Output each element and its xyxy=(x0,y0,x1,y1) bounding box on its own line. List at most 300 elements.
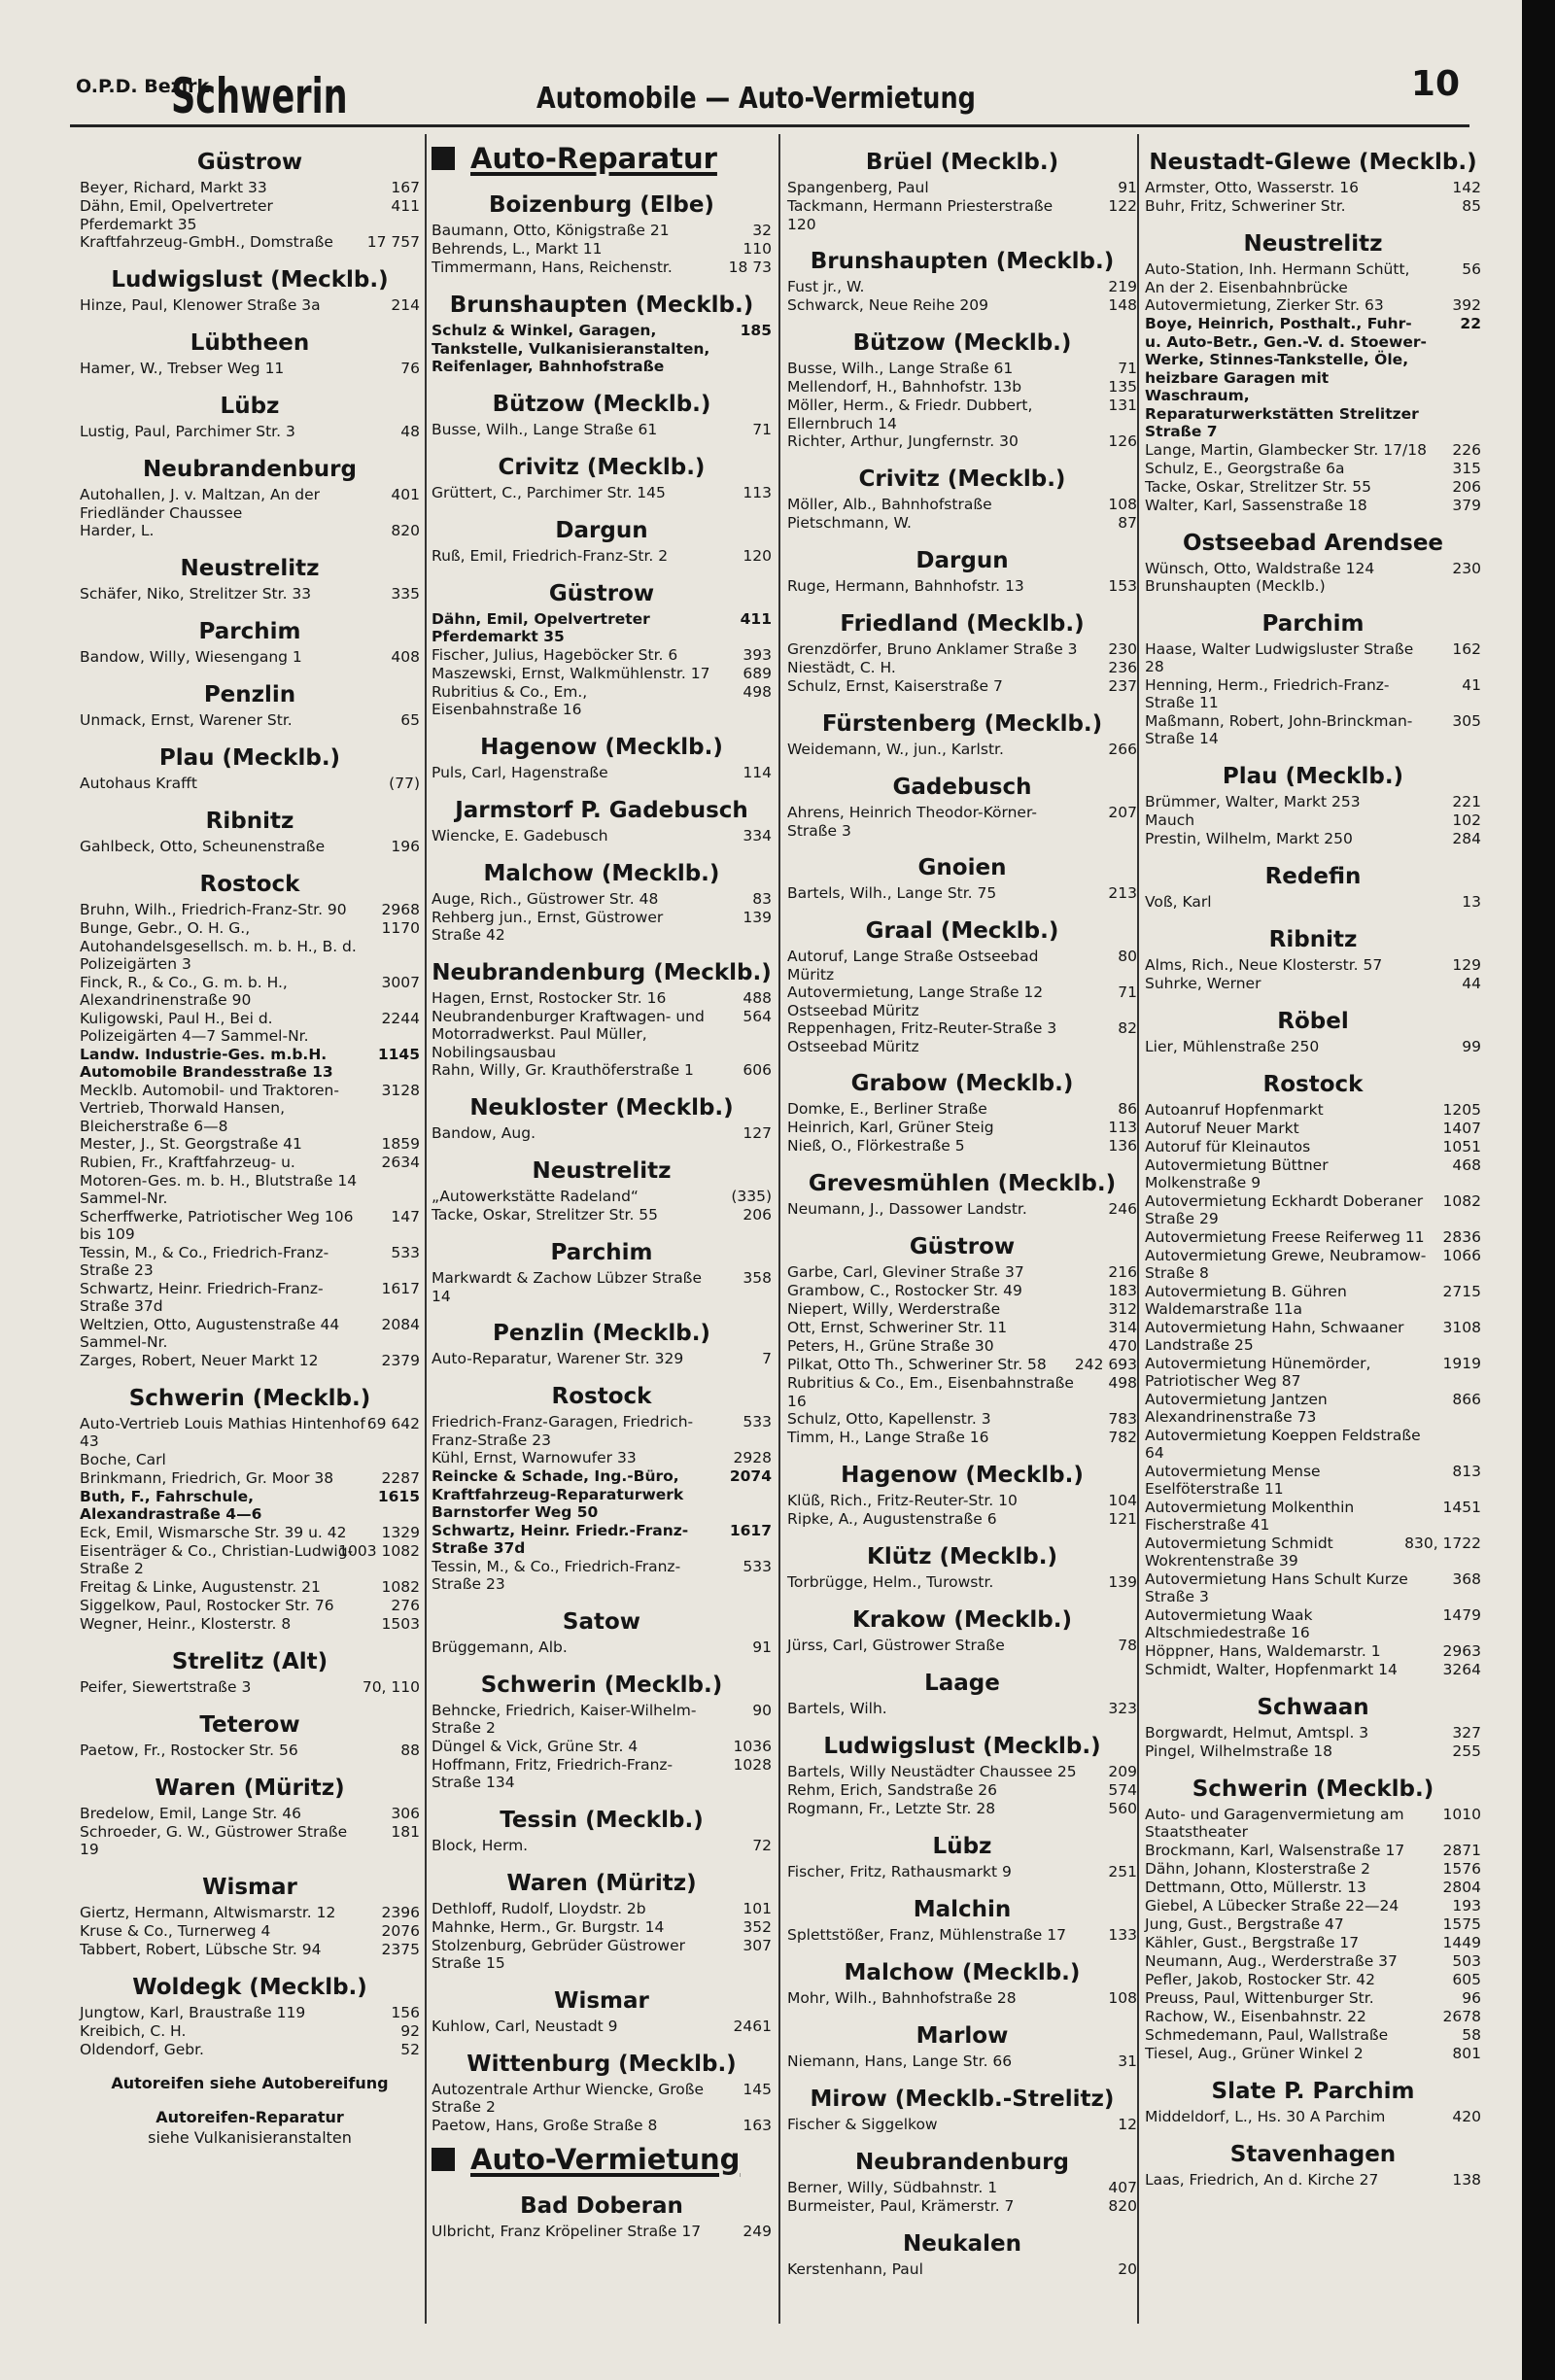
listing-text: Lustig, Paul, Parchimer Str. 3 xyxy=(80,423,295,440)
listing-text: Giertz, Hermann, Altwismarstr. 12 xyxy=(80,1903,336,1921)
phone-number: 1082 xyxy=(381,1577,420,1596)
phone-number: 52 xyxy=(400,2040,420,2058)
town-heading: Grevesmühlen (Mecklb.) xyxy=(808,1171,1117,1196)
phone-number: 1066 xyxy=(1442,1246,1481,1264)
phone-number: 1010 xyxy=(1442,1805,1481,1823)
listing-text: Autovermietung Hünemörder, Patriotischer Weg 87 xyxy=(1145,1354,1371,1390)
listing-entry xyxy=(432,1918,772,1937)
listing-text: Domke, E., Berliner Straße xyxy=(787,1100,987,1118)
listing-entry xyxy=(80,1597,420,1615)
section-heading xyxy=(432,2141,772,2178)
listing-text: Boye, Heinrich, Posthalt., Fuhr-u. Auto-Betr., Gen.-V. d. Stoewer-Werke, Stinnes-Tankstelle, Öle, heizbare Garagen mit Waschraum, Reparaturwerkstätten Strelitzer Straße 7 xyxy=(1145,315,1427,440)
listing-entry xyxy=(432,1467,772,1522)
listing-entry xyxy=(1145,2108,1481,2126)
listing-text: Unmack, Ernst, Warener Str. xyxy=(80,711,293,729)
listing-entry xyxy=(80,1823,420,1859)
listing-text: Walter, Karl, Sassenstraße 18 xyxy=(1145,496,1367,514)
phone-number: 533 xyxy=(391,1243,420,1261)
listing-text: Schmedemann, Paul, Wallstraße xyxy=(1145,2025,1389,2044)
phone-number: 113 xyxy=(1108,1119,1137,1136)
town-heading: Neubrandenburg xyxy=(142,457,357,482)
listing-entry xyxy=(1145,260,1481,296)
listing-text: Autovermietung Schmidt Wokrentenstraße 39 xyxy=(1145,1534,1333,1569)
town-heading: Wittenburg (Mecklb.) xyxy=(466,2051,737,2077)
listing-entry xyxy=(1145,1192,1481,1228)
town-heading: Boizenburg (Elbe) xyxy=(489,192,714,218)
listing-entry xyxy=(1145,1156,1481,1192)
listing-entry xyxy=(787,1100,1137,1119)
phone-number: 801 xyxy=(1452,2044,1481,2062)
listing-entry xyxy=(787,640,1137,659)
listing-text: Auto-Vertrieb Louis Mathias Hintenhof 43 xyxy=(80,1414,365,1450)
phone-number: 2968 xyxy=(381,901,420,918)
town-heading: Plau (Mecklb.) xyxy=(1222,763,1404,789)
listing-text: Pingel, Wilhelmstraße 18 xyxy=(1145,1742,1333,1760)
listing-text: Brockmann, Karl, Walsenstraße 17 xyxy=(1145,1841,1405,1859)
page-title: Automobile — Auto-Vermietung xyxy=(536,82,976,116)
listing-entry xyxy=(1145,2008,1481,2026)
town-heading: Bützow (Mecklb.) xyxy=(492,391,711,417)
phone-number: 91 xyxy=(752,1638,772,1656)
listing-entry xyxy=(80,179,420,197)
phone-number: 1617 xyxy=(729,1521,772,1539)
header-rule xyxy=(70,124,1469,127)
listing-text: Autohaus Krafft xyxy=(80,775,197,792)
town-heading: Gnoien xyxy=(917,855,1007,880)
phone-number: 498 xyxy=(743,682,772,701)
listing-entry xyxy=(80,1010,420,1046)
listing-entry xyxy=(432,989,772,1008)
listing-entry xyxy=(787,577,1137,596)
phone-number: 1451 xyxy=(1442,1498,1481,1516)
listing-text: Niestädt, C. H. xyxy=(787,659,896,676)
phone-number: 2928 xyxy=(733,1449,772,1466)
listing-entry xyxy=(787,1374,1137,1410)
listing-text: Schroeder, G. W., Güstrower Straße 19 xyxy=(80,1822,348,1858)
listing-text: Timmermann, Hans, Reichenstr. xyxy=(432,259,673,276)
phone-number: 2074 xyxy=(729,1467,772,1485)
town-heading: Slate P. Parchim xyxy=(1211,2078,1415,2104)
listing-entry xyxy=(432,259,772,277)
listing-text: Schulz, E., Georgstraße 6a xyxy=(1145,459,1345,477)
listing-entry xyxy=(787,360,1137,378)
listing-entry xyxy=(80,2004,420,2022)
listing-entry xyxy=(787,1300,1137,1319)
phone-number: 2715 xyxy=(1442,1282,1481,1300)
phone-number: 1859 xyxy=(381,1135,420,1153)
listing-entry xyxy=(787,514,1137,533)
phone-number: 1615 xyxy=(377,1487,420,1505)
listing-text: Kreibich, C. H. xyxy=(80,2021,187,2040)
phone-number: 574 xyxy=(1108,1781,1137,1799)
town-heading: Fürstenberg (Mecklb.) xyxy=(821,711,1103,737)
phone-number: 334 xyxy=(743,826,772,845)
phone-number: 327 xyxy=(1452,1723,1481,1742)
listing-text: Tessin, M., & Co., Friedrich-Franz-Straße 23 xyxy=(432,1557,681,1593)
phone-number: 3128 xyxy=(381,1081,420,1099)
listing-entry xyxy=(1145,1989,1481,2008)
listing-entry xyxy=(1145,1247,1481,1283)
listing-entry xyxy=(787,1356,1137,1374)
phone-number: 207 xyxy=(1108,804,1137,821)
listing-text: Mecklb. Automobil- und Traktoren-Vertrieb, Thorwald Hansen, Bleicherstraße 6—8 xyxy=(80,1081,339,1135)
town-heading: Neubrandenburg (Mecklb.) xyxy=(432,959,772,985)
town-heading: Neubrandenburg xyxy=(854,2150,1069,2175)
listing-entry xyxy=(432,764,772,782)
phone-number: 56 xyxy=(1462,260,1481,278)
listing-entry xyxy=(80,1082,420,1136)
town-heading: Teterow xyxy=(199,1711,300,1738)
phone-number: 242 693 xyxy=(1074,1356,1137,1373)
town-heading: Friedland (Mecklb.) xyxy=(840,611,1085,637)
phone-number: 82 xyxy=(1118,1019,1137,1037)
listing-text: Giebel, A Lübecker Straße 22—24 xyxy=(1145,1896,1400,1914)
listing-entry xyxy=(787,659,1137,677)
phone-number: 87 xyxy=(1118,514,1137,532)
town-heading: Bützow (Mecklb.) xyxy=(852,330,1072,356)
listing-entry xyxy=(1145,1427,1481,1463)
listing-entry xyxy=(787,2052,1137,2071)
phone-number: 1051 xyxy=(1442,1137,1481,1156)
phone-number: 108 xyxy=(1108,496,1137,513)
section-heading xyxy=(432,140,772,177)
town-heading: Neukloster (Mecklb.) xyxy=(469,1095,734,1121)
town-heading: Hagenow (Mecklb.) xyxy=(480,734,723,760)
phone-number: 420 xyxy=(1452,2107,1481,2125)
listing-entry xyxy=(1145,1101,1481,1120)
listing-text: Autovermietung Grewe, Neubramow-Straße 8 xyxy=(1145,1246,1427,1282)
listing-text: Alms, Rich., Neue Klosterstr. 57 xyxy=(1145,955,1383,974)
phone-number: 813 xyxy=(1452,1462,1481,1480)
listing-text: Buhr, Fritz, Schweriner Str. xyxy=(1145,197,1346,215)
listing-entry xyxy=(787,397,1137,432)
town-heading: Güstrow xyxy=(196,150,303,175)
listing-entry xyxy=(80,486,420,522)
page-header xyxy=(70,58,1460,126)
listing-entry xyxy=(1145,1806,1481,1842)
listing-text: Rubritius & Co., Em., Eisenbahnstraße 16 xyxy=(432,682,588,718)
listing-entry xyxy=(432,240,772,259)
phone-number: 209 xyxy=(1108,1763,1137,1780)
section-title: Auto-Reparatur xyxy=(470,142,717,175)
listing-entry xyxy=(432,1350,772,1368)
phone-number: 1329 xyxy=(381,1523,420,1541)
phone-number: 783 xyxy=(1108,1410,1137,1428)
phone-number: 206 xyxy=(1452,477,1481,496)
listing-entry xyxy=(80,585,420,604)
phone-number: 393 xyxy=(743,645,772,664)
listing-text: Kruse & Co., Turnerweg 4 xyxy=(80,1921,271,1940)
listing-entry xyxy=(1145,1860,1481,1879)
listing-entry xyxy=(787,1700,1137,1718)
listing-entry xyxy=(80,775,420,793)
town-heading: Neukalen xyxy=(903,2231,1021,2257)
listing-text: Bartels, Willy Neustädter Chaussee 25 xyxy=(787,1763,1077,1780)
town-heading: Strelitz (Alt) xyxy=(171,1648,328,1674)
listing-text: Laas, Friedrich, An d. Kirche 27 xyxy=(1145,2170,1379,2189)
phone-number: 1503 xyxy=(381,1614,420,1633)
listing-entry xyxy=(787,1926,1137,1945)
listing-entry xyxy=(1145,1038,1481,1056)
listing-text: Eck, Emil, Wismarsche Str. 39 u. 42 xyxy=(80,1523,347,1541)
phone-number: 249 xyxy=(743,2222,772,2240)
listing-entry xyxy=(80,711,420,730)
phone-number: 411 xyxy=(391,197,420,215)
listing-entry xyxy=(1145,1138,1481,1156)
town-heading: Lübtheen xyxy=(190,330,310,356)
listing-text: Schwartz, Heinr. Friedr.-Franz-Straße 37d xyxy=(432,1521,689,1557)
phone-number: 411 xyxy=(740,609,772,628)
phone-number: 1170 xyxy=(381,919,420,937)
phone-number: 156 xyxy=(391,2003,420,2021)
phone-number: 58 xyxy=(1462,2025,1481,2044)
listing-entry xyxy=(432,1449,772,1467)
listing-entry xyxy=(432,665,772,683)
listing-text: Höppner, Hans, Waldemarstr. 1 xyxy=(1145,1641,1381,1660)
phone-number: 1003 1082 xyxy=(338,1541,420,1560)
listing-entry xyxy=(80,423,420,441)
listing-text: Schulz, Otto, Kapellenstr. 3 xyxy=(787,1410,991,1428)
listing-entry xyxy=(432,222,772,240)
listing-entry xyxy=(787,2179,1137,2197)
listing-entry xyxy=(1145,296,1481,315)
listing-entry xyxy=(80,1208,420,1244)
listing-entry xyxy=(1145,1570,1481,1606)
phone-number: 2375 xyxy=(381,1940,420,1958)
listing-text: Autovermietung Molkenthin Fischerstraße 41 xyxy=(1145,1498,1355,1534)
listing-entry xyxy=(80,1352,420,1370)
town-heading: Röbel xyxy=(1277,1008,1349,1034)
listing-entry xyxy=(432,421,772,439)
listing-text: Reppenhagen, Fritz-Reuter-Straße 3 Ostseebad Müritz xyxy=(787,1019,1057,1055)
phone-number: 92 xyxy=(400,2021,420,2040)
phone-number: 2379 xyxy=(381,1351,420,1369)
phone-number: 2244 xyxy=(381,1009,420,1027)
listing-entry xyxy=(1145,179,1481,197)
listing-text: Ruß, Emil, Friedrich-Franz-Str. 2 xyxy=(432,546,669,565)
town-heading: Brunshaupten (Mecklb.) xyxy=(449,293,754,318)
listing-text: Armster, Otto, Wasserstr. 16 xyxy=(1145,179,1359,196)
phone-number: 18 73 xyxy=(728,259,772,276)
phone-number: 2396 xyxy=(381,1903,420,1921)
listing-text: Freitag & Linke, Augustenstr. 21 xyxy=(80,1577,321,1596)
town-heading: Tessin (Mecklb.) xyxy=(500,1807,704,1833)
listing-entry xyxy=(80,1922,420,1941)
phone-number: 1576 xyxy=(1442,1859,1481,1878)
listing-text: Finck, R., & Co., G. m. b. H., Alexandrinenstraße 90 xyxy=(80,973,288,1009)
listing-entry xyxy=(1145,975,1481,993)
phone-number: 32 xyxy=(752,222,772,239)
phone-number: 470 xyxy=(1108,1337,1137,1355)
phone-number: 392 xyxy=(1452,296,1481,314)
listing-text: Tabbert, Robert, Lübsche Str. 94 xyxy=(80,1940,322,1958)
listing-text: Friedrich-Franz-Garagen, Friedrich-Franz-Straße 23 xyxy=(432,1413,694,1449)
listing-entry xyxy=(80,838,420,856)
district-label: O.P.D. Bezirk xyxy=(76,76,210,97)
phone-number: 153 xyxy=(1108,577,1137,595)
listing-entry xyxy=(1145,460,1481,478)
phone-number: 2963 xyxy=(1442,1641,1481,1660)
listing-text: Fischer, Fritz, Rathausmarkt 9 xyxy=(787,1863,1012,1880)
listing-text: Brümmer, Walter, Markt 253 xyxy=(1145,792,1361,811)
listing-text: Wegner, Heinr., Klosterstr. 8 xyxy=(80,1614,292,1633)
phone-number: 213 xyxy=(1108,884,1137,902)
phone-number: 183 xyxy=(1108,1282,1137,1299)
phone-number: 1575 xyxy=(1442,1914,1481,1933)
listing-text: Dähn, Emil, Opelvertreter Pferdemarkt 35 xyxy=(80,197,273,233)
listing-text: Suhrke, Werner xyxy=(1145,974,1261,992)
listing-text: Grüttert, C., Parchimer Str. 145 xyxy=(432,483,666,501)
town-heading: Jarmstorf P. Gadebusch xyxy=(455,797,748,823)
town-heading: Neustrelitz xyxy=(1243,231,1383,257)
listing-text: Autovermietung Freese Reiferweg 11 xyxy=(1145,1227,1425,1246)
listing-entry xyxy=(80,919,420,974)
listing-entry xyxy=(432,1061,772,1080)
listing-text: Rahn, Willy, Gr. Krauthöferstraße 1 xyxy=(432,1061,694,1079)
listing-text: Torbrügge, Helm., Turowstr. xyxy=(787,1573,994,1591)
listing-text: Eisenträger & Co., Christian-Ludwig-Straße 2 xyxy=(80,1541,354,1577)
town-heading: Stavenhagen xyxy=(1229,2141,1397,2167)
phone-number: 114 xyxy=(743,763,772,781)
town-heading: Mirow (Mecklb.-Strelitz) xyxy=(810,2087,1115,2112)
listing-text: Niemann, Hans, Lange Str. 66 xyxy=(787,2052,1013,2070)
phone-number: 1479 xyxy=(1442,1605,1481,1624)
cross-reference: Autoreifen siehe Autobereifung xyxy=(111,2073,389,2092)
town-heading: Lübz xyxy=(932,1834,992,1859)
phone-number: 113 xyxy=(743,483,772,501)
phone-number: 90 xyxy=(752,1701,772,1719)
listing-text: Fischer & Siggelkow xyxy=(787,2116,938,2133)
listing-entry xyxy=(432,1900,772,1918)
listing-text: Tessin, M., & Co., Friedrich-Franz-Straße 23 xyxy=(80,1243,329,1279)
phone-number: 193 xyxy=(1452,1896,1481,1914)
listing-entry xyxy=(432,1188,772,1206)
town-heading: Grabow (Mecklb.) xyxy=(850,1071,1074,1096)
phone-number: 237 xyxy=(1108,677,1137,695)
listing-text: Auto-Reparatur, Warener Str. 329 xyxy=(432,1350,684,1367)
listing-text: Bartels, Wilh., Lange Str. 75 xyxy=(787,884,997,902)
listing-entry xyxy=(432,890,772,909)
phone-number: 88 xyxy=(400,1741,420,1759)
listing-entry xyxy=(787,1510,1137,1529)
listing-text: Ulbricht, Franz Kröpeliner Straße 17 xyxy=(432,2222,702,2240)
listing-entry xyxy=(787,1319,1137,1337)
listing-text: Reincke & Schade, Ing.-Büro, Kraftfahrzeug-Reparaturwerk Barnstorfer Weg 50 xyxy=(432,1467,684,1521)
listing-entry xyxy=(80,1046,420,1082)
listing-text: Middeldorf, L., Hs. 30 A Parchim xyxy=(1145,2107,1386,2125)
phone-number: 110 xyxy=(743,240,772,258)
listing-entry xyxy=(432,1522,772,1558)
listing-entry xyxy=(1145,712,1481,748)
phone-number: 606 xyxy=(743,1061,772,1079)
town-heading: Parchim xyxy=(198,619,301,644)
phone-number: 71 xyxy=(752,420,772,438)
phone-number: 323 xyxy=(1108,1700,1137,1717)
listing-text: Lange, Martin, Glambecker Str. 17/18 xyxy=(1145,440,1427,459)
listing-entry xyxy=(80,296,420,315)
phone-number: 108 xyxy=(1108,1989,1137,2007)
listing-entry xyxy=(80,1615,420,1634)
listing-entry xyxy=(432,547,772,566)
town-heading: Krakow (Mecklb.) xyxy=(852,1607,1072,1633)
listing-text: Bruhn, Wilh., Friedrich-Franz-Str. 90 xyxy=(80,901,347,918)
phone-number: 2461 xyxy=(733,2017,772,2035)
listing-entry xyxy=(80,1244,420,1280)
phone-number: 133 xyxy=(1108,1926,1137,1944)
listing-text: Harder, L. xyxy=(80,522,155,539)
listing-text: Autovermietung Jantzen Alexandrinenstraße 73 xyxy=(1145,1390,1328,1426)
listing-text: Wiencke, E. Gadebusch xyxy=(432,826,608,845)
town-heading: Hagenow (Mecklb.) xyxy=(841,1463,1084,1488)
listing-text: Dethloff, Rudolf, Lloydstr. 2b xyxy=(432,1899,646,1917)
listing-entry xyxy=(1145,1661,1481,1679)
listing-entry xyxy=(787,1137,1137,1156)
column-3 xyxy=(787,134,1137,2279)
listing-text: Rehm, Erich, Sandstraße 26 xyxy=(787,1781,998,1799)
town-heading: Parchim xyxy=(1261,610,1365,637)
listing-text: Bunge, Gebr., O. H. G., Autohandelsgesellsch. m. b. H., B. d. Polizeigärten 3 xyxy=(80,919,357,973)
phone-number: 315 xyxy=(1452,459,1481,477)
listing-text: Mahnke, Herm., Gr. Burgstr. 14 xyxy=(432,1917,665,1936)
listing-text: Möller, Herm., & Friedr. Dubbert, Ellernbruch 14 xyxy=(787,397,1033,432)
listing-entry xyxy=(787,1263,1137,1282)
listing-text: Puls, Carl, Hagenstraße xyxy=(432,763,608,781)
listing-entry xyxy=(787,1763,1137,1781)
listing-text: Block, Herm. xyxy=(432,1836,529,1854)
listing-entry xyxy=(80,1678,420,1697)
listing-entry xyxy=(1145,560,1481,596)
listing-entry xyxy=(432,1756,772,1792)
phone-number: 139 xyxy=(1108,1573,1137,1591)
listing-entry xyxy=(432,909,772,945)
phone-number: 104 xyxy=(1108,1492,1137,1509)
phone-number: 129 xyxy=(1452,955,1481,974)
phone-number: 255 xyxy=(1452,1742,1481,1760)
listing-entry xyxy=(787,1989,1137,2008)
listing-entry xyxy=(1145,2171,1481,2190)
phone-number: 145 xyxy=(743,2080,772,2098)
town-heading: Schwerin (Mecklb.) xyxy=(1192,1776,1434,1802)
listing-text: Landw. Industrie-Ges. m.b.H. Automobile Brandesstraße 13 xyxy=(80,1045,333,1081)
listing-text: Baumann, Otto, Königstraße 21 xyxy=(432,222,670,239)
listing-entry xyxy=(787,884,1137,903)
listing-entry xyxy=(787,804,1137,840)
listing-text: Fust jr., W. xyxy=(787,278,865,295)
listing-text: Wünsch, Otto, Waldstraße 124 Brunshaupten (Mecklb.) xyxy=(1145,559,1375,595)
listing-text: Peters, H., Grüne Straße 30 xyxy=(787,1337,994,1355)
phone-number: 2287 xyxy=(381,1468,420,1487)
listing-text: Preuss, Paul, Wittenburger Str. xyxy=(1145,1988,1374,2007)
listing-text: Grenzdörfer, Bruno Anklamer Straße 3 xyxy=(787,640,1078,658)
listing-text: Niepert, Willy, Werderstraße xyxy=(787,1300,1001,1318)
town-heading: Malchow (Mecklb.) xyxy=(483,860,720,886)
listing-entry xyxy=(80,1524,420,1542)
town-heading: Laage xyxy=(924,1671,1000,1696)
town-heading: Crivitz (Mecklb.) xyxy=(858,466,1066,492)
listing-text: Bandow, Aug. xyxy=(432,1124,536,1142)
phone-number: 83 xyxy=(752,889,772,908)
listing-text: Gahlbeck, Otto, Scheunenstraße xyxy=(80,838,326,855)
phone-number: 866 xyxy=(1452,1390,1481,1408)
listing-text: Autovermietung Hahn, Schwaaner Landstraße 25 xyxy=(1145,1318,1404,1354)
listing-text: Bredelow, Emil, Lange Str. 46 xyxy=(80,1804,301,1822)
phone-number: 102 xyxy=(1452,811,1481,829)
listing-entry xyxy=(1145,1915,1481,1934)
listing-entry xyxy=(787,741,1137,759)
listing-entry xyxy=(787,1492,1137,1510)
phone-number: 131 xyxy=(1108,397,1137,414)
phone-number: 401 xyxy=(391,486,420,503)
